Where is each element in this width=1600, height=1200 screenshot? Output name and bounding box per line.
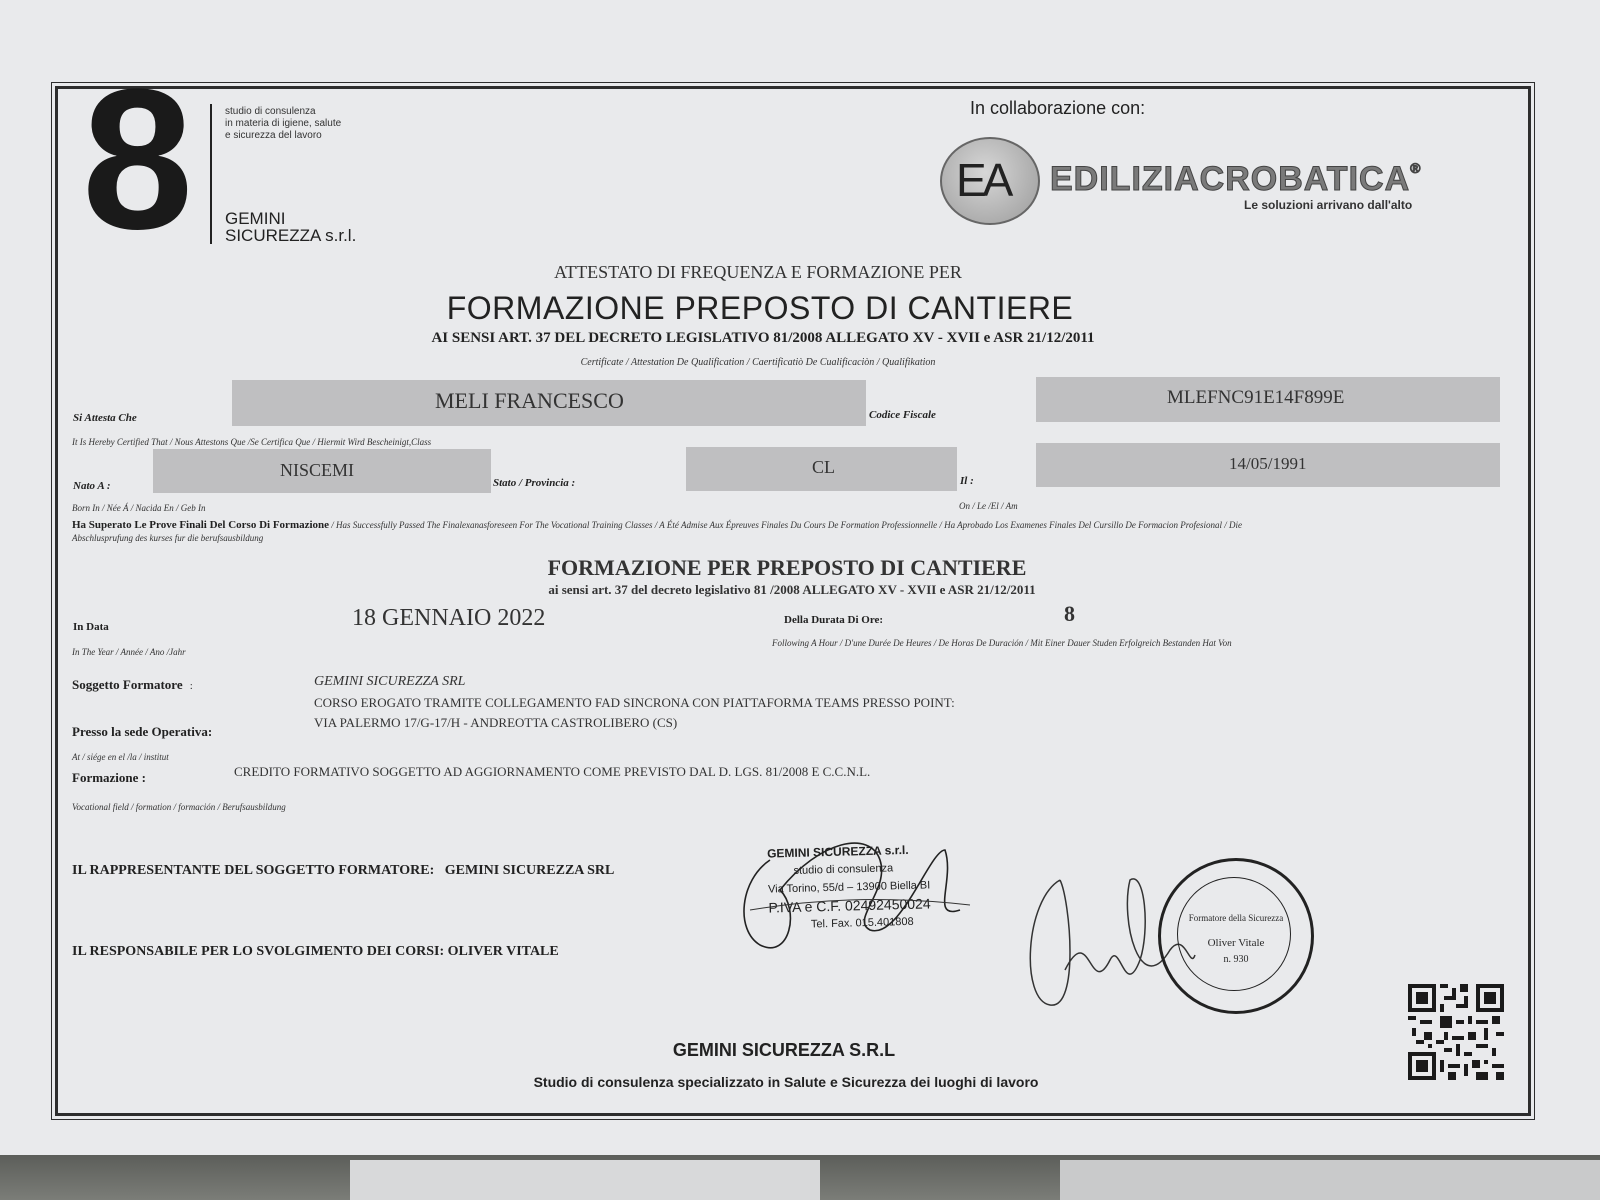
nato-label: Nato A : — [73, 480, 111, 492]
il-label: Il : — [960, 475, 974, 487]
soggetto-value: GEMINI SICUREZZA SRL — [314, 674, 466, 689]
seal-name: Oliver Vitale — [1207, 937, 1265, 949]
formazione-value: CREDITO FORMATIVO SOGGETTO AD AGGIORNAMENTO COME PREVISTO DAL D. LGS. 81/2008 E C.C.N.L. — [234, 764, 871, 779]
title-legal-ref: AI SENSI ART. 37 DEL DECRETO LEGISLATIVO 81/2008 ALLEGATO XV - XVII e ASR 21/12/2011 — [431, 330, 1095, 346]
province-value: CL — [812, 457, 836, 477]
partner-name — [1050, 160, 1421, 199]
codice-fiscale-value: MLEFNC91E14F899E — [1167, 387, 1345, 408]
durata-label: Della Durata Di Ore: — [784, 614, 884, 626]
logo-company-name — [225, 210, 356, 244]
birthdate-box — [1036, 443, 1500, 487]
logo-tagline-line: studio di consulenza — [225, 106, 316, 117]
birthplace-box — [153, 449, 491, 493]
birthdate-value: 14/05/1991 — [1229, 454, 1307, 473]
stamp-phone: Tel. Fax. 015.401808 — [810, 915, 914, 931]
footer-tagline: Studio di consulenza specializzato in Salute e Sicurezza dei luoghi di lavoro — [533, 1074, 1039, 1090]
certified-translation: It Is Hereby Certified That / Nous Attestons Que /Se Certifica Que / Hiermit Wird Bescheinigt,Class — [72, 437, 432, 447]
soggetto-formatore-label — [72, 677, 193, 693]
course-title: FORMAZIONE PER PREPOSTO DI CANTIERE — [547, 555, 1027, 580]
name-box — [232, 380, 866, 426]
born-translation: Born In / Née Á / Nacida En / Geb In — [72, 503, 206, 513]
soggetto-colon: : — [189, 681, 193, 692]
paper-below-2 — [1060, 1160, 1600, 1200]
partner-name-text: EDILIZIACROBATICA — [1050, 160, 1411, 198]
logo-name-line1: GEMINI — [225, 209, 286, 228]
course-legal-ref: ai sensi art. 37 del decreto legislativo 81 /2008 ALLEGATO XV - XVII e ASR 21/12/2011 — [548, 582, 1036, 597]
course-date: 18 GENNAIO 2022 — [352, 605, 546, 631]
stamp-address: Via Torino, 55/d – 13900 Biella BI — [767, 879, 931, 896]
codice-fiscale-label: Codice Fiscale — [869, 409, 936, 421]
holder-name: MELI FRANCESCO — [435, 388, 624, 413]
collaboration-label: In collaborazione con: — [970, 98, 1146, 118]
stamp-company: GEMINI SICUREZZA s.r.l. — [766, 842, 909, 861]
codice-fiscale-box — [1036, 377, 1500, 422]
title-line1: ATTESTATO DI FREQUENZA E FORMAZIONE PER — [554, 262, 962, 282]
superato-block — [72, 518, 1472, 544]
logo-tagline-line: in materia di igiene, salute — [225, 118, 342, 129]
erogato-text: CORSO EROGATO TRAMITE COLLEGAMENTO FAD SINCRONA CON PIATTAFORMA TEAMS PRESSO POINT: — [314, 695, 955, 710]
birthplace-value: NISCEMI — [280, 460, 355, 480]
partner-slogan: Le soluzioni arrivano dall'alto — [1244, 198, 1413, 212]
sede-label: Presso la sede Operativa: — [72, 724, 213, 739]
stato-provincia-label: Stato / Provincia : — [493, 477, 576, 489]
seal-role: Formatore della Sicurezza — [1188, 913, 1284, 923]
logo-tagline — [225, 106, 341, 142]
date-translation: In The Year / Année / Ano /Jahr — [72, 647, 186, 657]
qr-code — [1408, 984, 1504, 1080]
sede-value: VIA PALERMO 17/G-17/H - ANDREOTTA CASTROLIBERO (CS) — [314, 715, 678, 730]
superato-translation: / Has Successfully Passed The Finalexanasforeseen For The Vocational Training Classes / A Été Admise Aux Épreuves Finales Du Cours De Formation Professionnelle / Ha Aprobado Los Examenes Finales Del Cursillo De Formacion Profesional / Die — [329, 520, 1242, 530]
rappresentante-line: IL RAPPRESENTANTE DEL SOGGETTO FORMATORE: GEMINI SICUREZZA SRL — [72, 863, 615, 878]
formazione-label: Formazione : — [72, 770, 147, 785]
stamp-piva: P.IVA e C.F. 02492450024 — [768, 895, 931, 916]
certificate-title: FORMAZIONE PREPOSTO DI CANTIERE — [446, 290, 1074, 326]
paper-below — [350, 1160, 820, 1200]
si-attesta-label: Si Attesta Che — [73, 412, 137, 424]
in-data-label: In Data — [73, 621, 109, 633]
soggetto-label-text: Soggetto Formatore — [72, 677, 183, 692]
trainer-seal-inner-ring — [1177, 877, 1291, 991]
superato-translation-2: Abschlusprufung des kurses fur die berufsausbildung — [72, 533, 264, 543]
seal-number: n. 930 — [1223, 954, 1249, 965]
footer-company: GEMINI SICUREZZA S.R.L — [672, 1040, 896, 1060]
partner-initials: EA — [956, 154, 1010, 206]
on-translation: On / Le /El / Am — [959, 501, 1018, 511]
title-subtitle: Certificate / Attestation De Qualification / Caertificatiò De Cualificaciòn / Qualifikation — [580, 357, 936, 368]
gemini-logo-number: 8 — [82, 48, 184, 271]
partner-logo-circle — [940, 137, 1040, 225]
trainer-seal — [1158, 858, 1314, 1014]
logo-tagline-line: e sicurezza del lavoro — [225, 130, 322, 141]
logo-divider — [210, 104, 212, 244]
signature-representative — [730, 820, 980, 960]
course-hours: 8 — [1064, 601, 1075, 626]
stamp-subtitle: studio di consulenza — [793, 862, 894, 877]
hours-translation: Following A Hour / D'une Durée De Heures / De Horas De Duración / Mit Einer Dauer Studen Erfolgreich Bestanden Hat Von — [772, 638, 1232, 648]
responsabile-line: IL RESPONSABILE PER LO SVOLGIMENTO DEI CORSI: OLIVER VITALE — [72, 944, 559, 959]
logo-name-line2: SICUREZZA s.r.l. — [225, 226, 357, 245]
formazione-translation: Vocational field / formation / formación / Berufsausbildung — [72, 802, 286, 812]
superato-label: Ha Superato Le Prove Finali Del Corso Di Formazione — [72, 519, 330, 531]
partner-registered: ® — [1410, 160, 1422, 176]
sede-translation: At / siége en el /la / institut — [72, 752, 169, 762]
province-box — [686, 447, 957, 491]
